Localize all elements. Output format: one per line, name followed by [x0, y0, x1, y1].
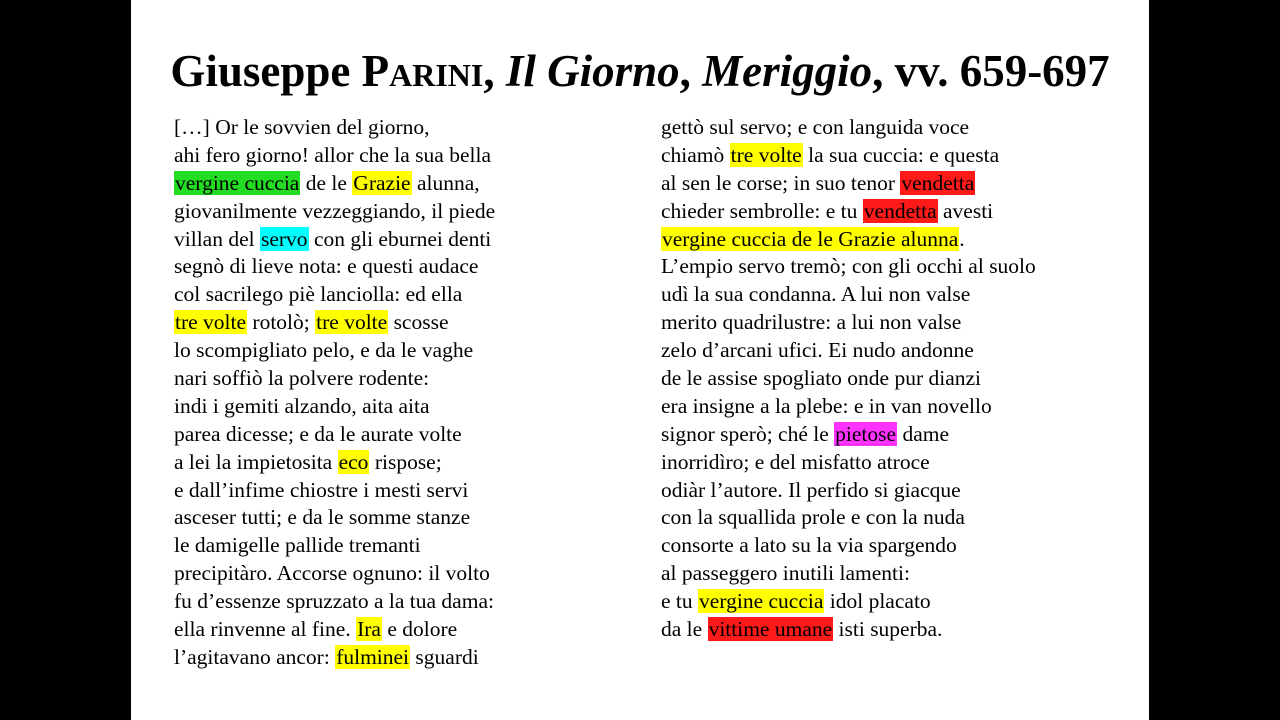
verse-text: ahi fero giorno! allor che la sua bella	[174, 142, 491, 167]
verse-text: gettò sul servo; e con languida voce	[661, 115, 970, 139]
verse-text: zelo d’arcani ufici. Ei nudo andonne	[661, 338, 974, 363]
verse-text: ella rinvenne al fine.	[174, 617, 357, 642]
verse-text: L’empio servo tremò; con gli occhi al suolo	[661, 254, 1036, 279]
verse-text: rotolò;	[247, 310, 316, 335]
verse-line	[661, 281, 1036, 309]
verse-text: con la squallida prole e con la nuda	[661, 505, 965, 530]
verse-line	[174, 226, 495, 254]
verse-line	[174, 281, 495, 309]
highlight-red: vittime umane	[708, 617, 833, 642]
verse-line	[174, 253, 495, 281]
poem-column-right	[661, 114, 1036, 644]
verse-text: de le assise spogliato onde pur dianzi	[661, 366, 982, 391]
verse-text: […] Or le sovvien del giorno,	[174, 115, 430, 139]
highlight-yellow: fulminei	[336, 644, 410, 669]
verse-text: signor sperò; ché le	[661, 421, 835, 446]
page-title	[131, 44, 1149, 98]
verse-line	[661, 532, 1036, 560]
slide	[131, 0, 1149, 720]
verse-line	[661, 449, 1036, 477]
highlight-yellow: Grazie	[353, 170, 411, 195]
verse-text: rispose;	[369, 449, 442, 474]
verse-text: asceser tutti; e da le somme stanze	[174, 505, 471, 530]
verse-line	[661, 421, 1036, 449]
verse-text: indi i gemiti alzando, aita aita	[174, 393, 430, 418]
verse-text: col sacrilego piè lanciolla: ed ella	[174, 282, 463, 307]
verse-text: merito quadrilustre: a lui non valse	[661, 310, 962, 335]
highlight-cyan: servo	[260, 226, 308, 251]
title-separator: ,	[679, 46, 703, 96]
verse-text: inorridìro; e del misfatto atroce	[661, 449, 930, 474]
verse-text: al passeggero inutili lamenti:	[661, 561, 910, 586]
verse-text: nari soffiò la polvere rodente:	[174, 366, 430, 391]
verse-line	[174, 170, 495, 198]
highlight-yellow: tre volte	[175, 310, 247, 335]
verse-line	[174, 477, 495, 505]
verse-text: la sua cuccia: e questa	[802, 142, 1000, 167]
verse-text: e dolore	[381, 617, 458, 642]
highlight-magenta: pietose	[835, 421, 897, 446]
verse-text: chieder sembrolle: e tu	[661, 198, 863, 223]
poem-column-left	[174, 114, 495, 672]
verse-line	[661, 226, 1036, 254]
verse-text: sguardi	[410, 644, 479, 669]
verse-line	[661, 588, 1036, 616]
verse-line	[174, 588, 495, 616]
highlight-yellow: tre volte	[316, 310, 388, 335]
verse-line	[661, 253, 1036, 281]
verse-text: scosse	[388, 310, 449, 335]
verse-text: era insigne a la plebe: e in van novello	[661, 393, 992, 418]
verse-text: villan del	[174, 226, 260, 251]
verse-text: precipitàro. Accorse ognuno: il volto	[174, 561, 490, 586]
highlight-yellow: tre volte	[730, 142, 802, 167]
verse-line	[661, 198, 1036, 226]
verse-text: idol placato	[824, 589, 931, 614]
verse-line	[174, 616, 495, 644]
verse-text: da le	[661, 617, 708, 642]
verse-text: fu d’essenze spruzzato a la tua dama:	[174, 589, 494, 614]
title-separator: ,	[483, 46, 506, 96]
verse-line	[174, 114, 495, 142]
verse-line	[174, 560, 495, 588]
verse-line	[661, 365, 1036, 393]
verse-line	[174, 532, 495, 560]
verse-text: lo scompigliato pelo, e da le vaghe	[174, 338, 474, 363]
title-work: Il Giorno	[505, 46, 680, 96]
verse-text: e tu	[661, 589, 699, 614]
verse-text: odiàr l’autore. Il perfido si giacque	[661, 477, 961, 502]
verse-line	[174, 421, 495, 449]
verse-line	[661, 309, 1036, 337]
title-verses: , vv. 659-697	[872, 46, 1110, 96]
verse-text: dame	[897, 421, 949, 446]
verse-line	[661, 616, 1036, 644]
verse-line	[174, 365, 495, 393]
verse-line	[174, 337, 495, 365]
title-author-last: Parini	[361, 46, 484, 96]
verse-text: de le	[300, 170, 353, 195]
verse-line	[661, 170, 1036, 198]
verse-line	[174, 504, 495, 532]
verse-text: e dall’infime chiostre i mesti servi	[174, 477, 469, 502]
verse-text: parea dicesse; e da le aurate volte	[174, 421, 462, 446]
verse-line	[661, 393, 1036, 421]
verse-text: l’agitavano ancor:	[174, 644, 336, 669]
verse-line	[661, 114, 1036, 142]
verse-line	[661, 560, 1036, 588]
highlight-red: vendetta	[863, 198, 937, 223]
verse-text: chiamò	[661, 142, 730, 167]
verse-text: isti superba.	[833, 617, 943, 642]
verse-text: a lei la impietosita	[174, 449, 338, 474]
verse-line	[661, 477, 1036, 505]
verse-text: segnò di lieve nota: e questi audace	[174, 254, 479, 279]
verse-text: al sen le corse; in suo tenor	[661, 170, 901, 195]
verse-text: le damigelle pallide tremanti	[174, 533, 421, 558]
highlight-red: vendetta	[901, 170, 975, 195]
verse-line	[174, 393, 495, 421]
verse-text: consorte a lato su la via spargendo	[661, 533, 957, 558]
verse-line	[174, 644, 495, 672]
verse-text: con gli eburnei denti	[308, 226, 492, 251]
verse-text: avesti	[937, 198, 994, 223]
highlight-yellow: eco	[338, 449, 369, 474]
verse-line	[661, 504, 1036, 532]
highlight-yellow: Ira	[357, 617, 381, 642]
verse-text: .	[959, 226, 965, 251]
verse-line	[174, 309, 495, 337]
verse-line	[174, 142, 495, 170]
verse-text: giovanilmente vezzeggiando, il piede	[174, 198, 496, 223]
highlight-green: vergine cuccia	[175, 170, 300, 195]
verse-line	[661, 142, 1036, 170]
verse-line	[174, 198, 495, 226]
title-author-first: Giuseppe	[170, 46, 362, 96]
highlight-yellow: vergine cuccia	[699, 589, 824, 614]
verse-text: udì la sua condanna. A lui non valse	[661, 282, 971, 307]
title-section: Meriggio	[702, 46, 873, 96]
verse-text: alunna,	[411, 170, 480, 195]
verse-line	[174, 449, 495, 477]
verse-line	[661, 337, 1036, 365]
highlight-yellow: vergine cuccia de le Grazie alunna	[662, 226, 959, 251]
